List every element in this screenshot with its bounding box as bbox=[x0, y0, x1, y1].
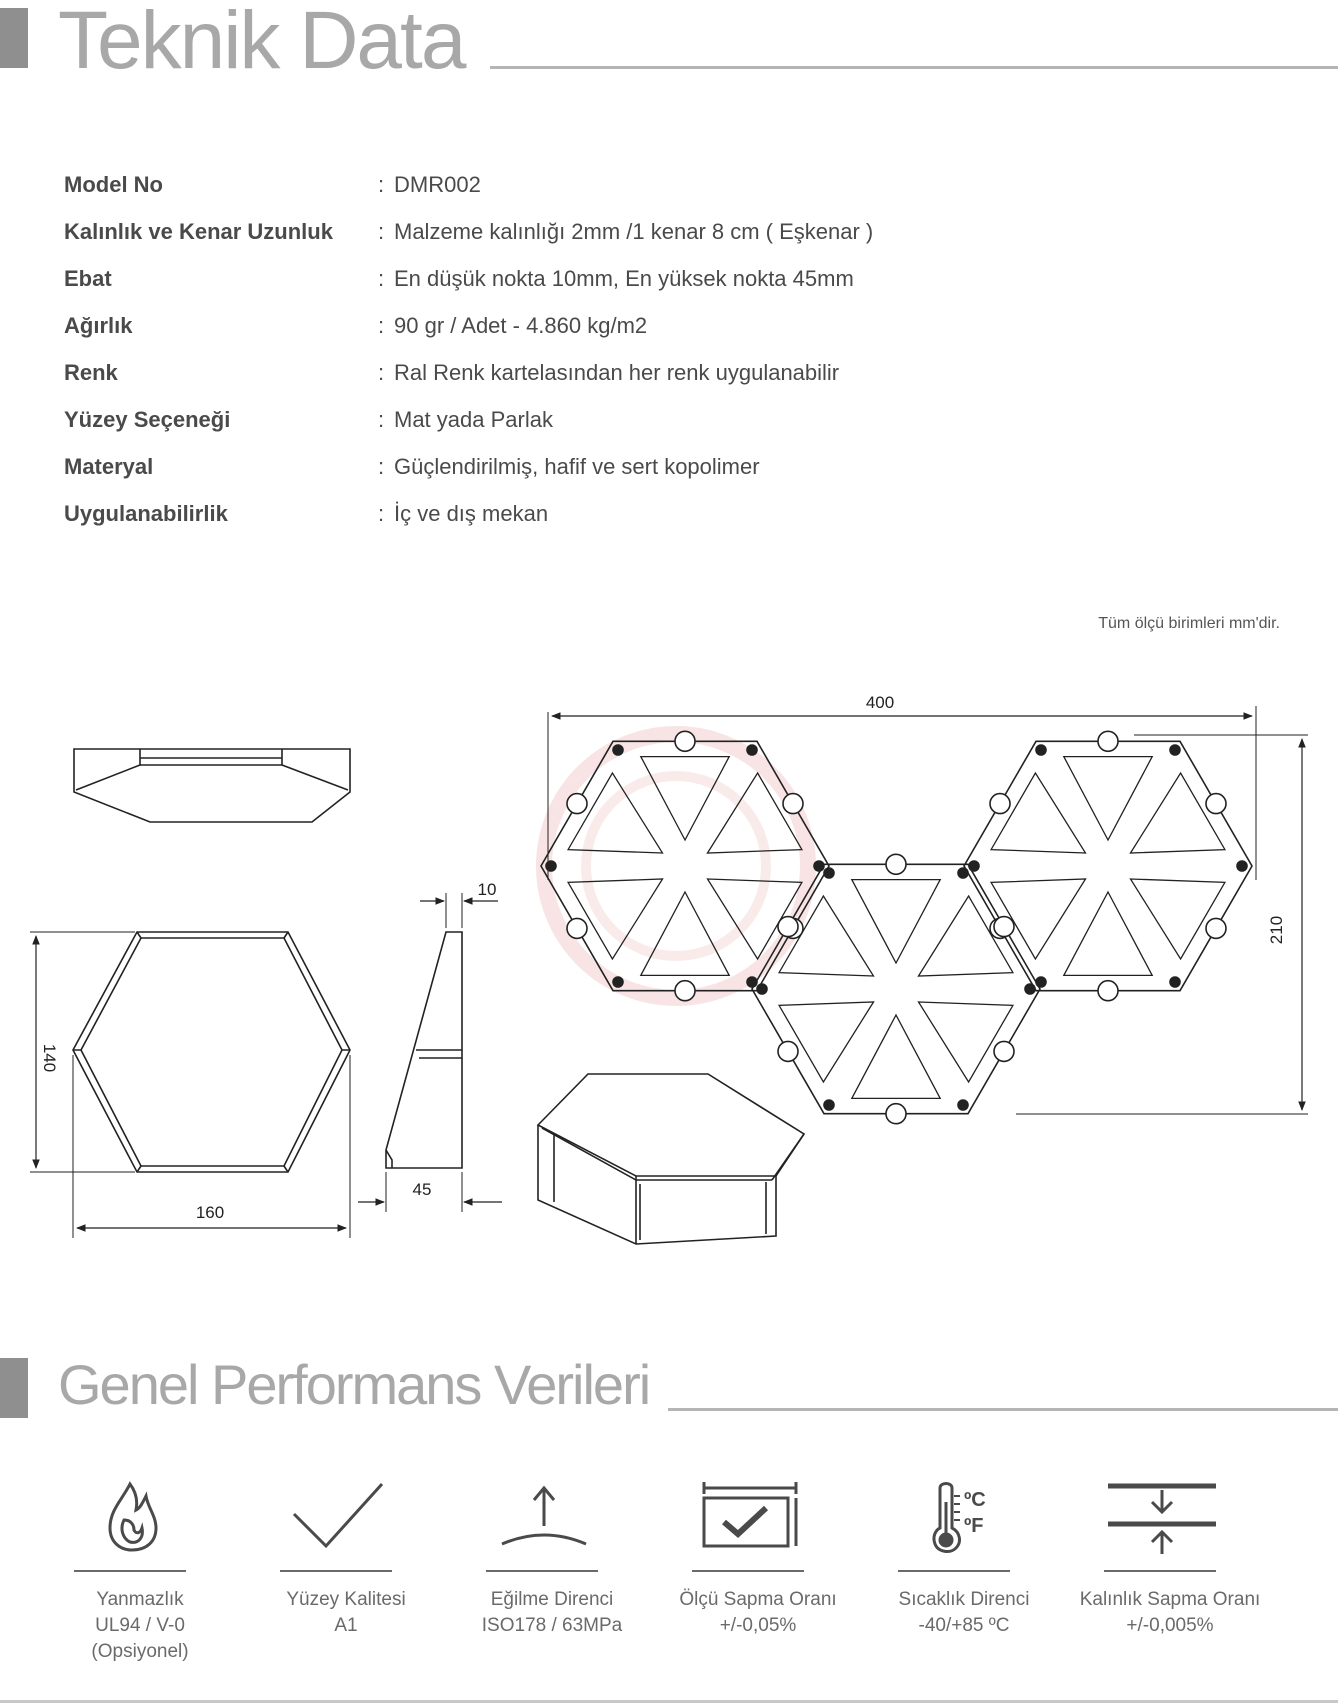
performance-text bbox=[1068, 1587, 1272, 1639]
spec-label: Materyal bbox=[64, 454, 154, 479]
performance-rule-line bbox=[898, 1570, 1010, 1572]
performance-title: Genel Performans Verileri bbox=[58, 1353, 650, 1416]
performance-text bbox=[244, 1587, 448, 1639]
panel-notch bbox=[1098, 981, 1118, 1001]
spec-value: İç ve dış mekan bbox=[394, 501, 549, 526]
panel-notch bbox=[994, 917, 1014, 937]
bend-arrow-icon bbox=[470, 1470, 634, 1560]
performance-rule-line bbox=[486, 1570, 598, 1572]
performance-rule-line bbox=[74, 1570, 186, 1572]
performance-text bbox=[38, 1587, 242, 1665]
spec-row bbox=[64, 219, 964, 249]
panel-segment bbox=[641, 757, 729, 840]
panel-width-label: 400 bbox=[865, 693, 895, 712]
panel-screw bbox=[613, 977, 623, 987]
panel-tile-outline bbox=[964, 741, 1252, 990]
panel-segment bbox=[1064, 757, 1152, 840]
panel-notch bbox=[994, 1041, 1014, 1061]
technical-drawing bbox=[0, 650, 1338, 1270]
performance-header bbox=[0, 1350, 1338, 1430]
performance-line: ISO178 / 63MPa bbox=[481, 1615, 623, 1636]
panel-screw bbox=[958, 1100, 968, 1110]
performance-line: Kalınlık Sapma Oranı bbox=[1079, 1589, 1261, 1610]
tile-front-view bbox=[73, 932, 350, 1172]
spec-label: Yüzey Seçeneği bbox=[64, 407, 231, 432]
bottom-rule bbox=[0, 1700, 1338, 1703]
spec-value: En düşük nokta 10mm, En yüksek nokta 45mm bbox=[394, 266, 854, 291]
header-rule bbox=[490, 66, 1338, 69]
panel-notch bbox=[990, 794, 1010, 814]
panel-screw bbox=[747, 745, 757, 755]
spec-colon: : bbox=[378, 501, 385, 526]
performance-rule bbox=[668, 1408, 1338, 1411]
spec-label: Ebat bbox=[64, 266, 112, 291]
panel-segment bbox=[641, 892, 729, 975]
spec-label: Renk bbox=[64, 360, 118, 385]
panel-notch bbox=[778, 917, 798, 937]
tile-top-view bbox=[74, 749, 350, 822]
spec-row bbox=[64, 266, 964, 296]
panel-notch bbox=[778, 1041, 798, 1061]
spec-colon: : bbox=[378, 172, 385, 197]
performance-line: A1 bbox=[334, 1615, 358, 1636]
panel-notch bbox=[675, 981, 695, 1001]
spec-row bbox=[64, 172, 964, 202]
fire-icon bbox=[58, 1470, 222, 1560]
performance-line: Yanmazlık bbox=[96, 1589, 184, 1610]
tile-perspective-view bbox=[538, 1074, 804, 1244]
performance-text bbox=[450, 1587, 654, 1639]
thermometer-icon bbox=[882, 1470, 1046, 1560]
spec-row bbox=[64, 313, 964, 343]
performance-line: -40/+85 ºC bbox=[918, 1615, 1010, 1636]
spec-value: Güçlendirilmiş, hafif ve sert kopolimer bbox=[394, 454, 760, 479]
performance-rule-line bbox=[692, 1570, 804, 1572]
performance-rule-line bbox=[280, 1570, 392, 1572]
panel-notch bbox=[1206, 918, 1226, 938]
spec-row bbox=[64, 454, 964, 484]
performance-line: +/-0,05% bbox=[719, 1615, 797, 1636]
panel-height-label: 210 bbox=[1267, 915, 1286, 945]
celsius-label: ºC bbox=[964, 1489, 986, 1511]
panel-screw bbox=[824, 868, 834, 878]
panel-screw bbox=[1036, 745, 1046, 755]
panel-notch bbox=[886, 1104, 906, 1124]
spec-value: Mat yada Parlak bbox=[394, 407, 553, 432]
min-depth-label: 10 bbox=[477, 880, 497, 899]
width-label: 160 bbox=[195, 1203, 225, 1222]
spec-colon: : bbox=[378, 266, 385, 291]
max-depth-label: 45 bbox=[412, 1180, 432, 1199]
panel-screw bbox=[958, 868, 968, 878]
tile-side-view bbox=[386, 932, 462, 1168]
measure-check-icon bbox=[676, 1470, 840, 1560]
unit-note: Tüm ölçü birimleri mm'dir. bbox=[1098, 615, 1280, 632]
performance-line: UL94 / V-0 bbox=[95, 1615, 185, 1636]
spec-colon: : bbox=[378, 407, 385, 432]
panel-screw bbox=[757, 984, 767, 994]
panel-layout bbox=[541, 731, 1252, 1123]
spec-colon: : bbox=[378, 313, 385, 338]
section-marker bbox=[0, 8, 28, 68]
panel-notch bbox=[1098, 731, 1118, 751]
watermark-logo bbox=[544, 734, 808, 998]
panel-segment bbox=[852, 880, 940, 963]
panel-notch bbox=[675, 731, 695, 751]
panel-notch bbox=[567, 794, 587, 814]
panel-segment bbox=[852, 1015, 940, 1098]
panel-screw bbox=[1237, 861, 1247, 871]
spec-colon: : bbox=[378, 360, 385, 385]
panel-notch bbox=[886, 854, 906, 874]
page-title: Teknik Data bbox=[58, 0, 465, 86]
spec-colon: : bbox=[378, 454, 385, 479]
spec-row bbox=[64, 501, 964, 531]
spec-label: Model No bbox=[64, 172, 163, 197]
panel-screw bbox=[824, 1100, 834, 1110]
panel-screw bbox=[1170, 745, 1180, 755]
performance-text bbox=[862, 1587, 1066, 1639]
compress-arrows-icon bbox=[1088, 1470, 1252, 1560]
performance-line: Eğilme Direnci bbox=[490, 1589, 614, 1610]
panel-notch bbox=[567, 918, 587, 938]
performance-line: (Opsiyonel) bbox=[91, 1641, 189, 1662]
performance-rule-line bbox=[1104, 1570, 1216, 1572]
performance-line: Yüzey Kalitesi bbox=[286, 1589, 406, 1610]
checkmark-icon bbox=[264, 1470, 428, 1560]
panel-notch bbox=[1206, 794, 1226, 814]
height-label: 140 bbox=[40, 1043, 59, 1073]
panel-segment bbox=[1064, 892, 1152, 975]
panel-screw bbox=[613, 745, 623, 755]
spec-value: DMR002 bbox=[394, 172, 481, 197]
performance-text bbox=[656, 1587, 860, 1639]
spec-value: Malzeme kalınlığı 2mm /1 kenar 8 cm ( Eşkenar ) bbox=[394, 219, 874, 244]
spec-label: Kalınlık ve Kenar Uzunluk bbox=[64, 219, 333, 244]
panel-height-dimension bbox=[1016, 735, 1308, 1114]
fahrenheit-label: ºF bbox=[964, 1515, 984, 1537]
teknik-data-header bbox=[0, 0, 1338, 86]
spec-colon: : bbox=[378, 219, 385, 244]
spec-label: Ağırlık bbox=[64, 313, 133, 338]
spec-value: 90 gr / Adet - 4.860 kg/m2 bbox=[394, 313, 648, 338]
performance-line: Sıcaklık Direnci bbox=[898, 1589, 1030, 1610]
panel-notch bbox=[783, 794, 803, 814]
performance-line: Ölçü Sapma Oranı bbox=[679, 1589, 837, 1610]
performance-line: +/-0,005% bbox=[1126, 1615, 1214, 1636]
panel-screw bbox=[1025, 984, 1035, 994]
spec-label: Uygulanabilirlik bbox=[64, 501, 228, 526]
section-marker bbox=[0, 1358, 28, 1418]
spec-row bbox=[64, 360, 964, 390]
spec-row bbox=[64, 407, 964, 437]
panel-screw bbox=[1170, 977, 1180, 987]
spec-value: Ral Renk kartelasından her renk uygulanabilir bbox=[394, 360, 840, 385]
